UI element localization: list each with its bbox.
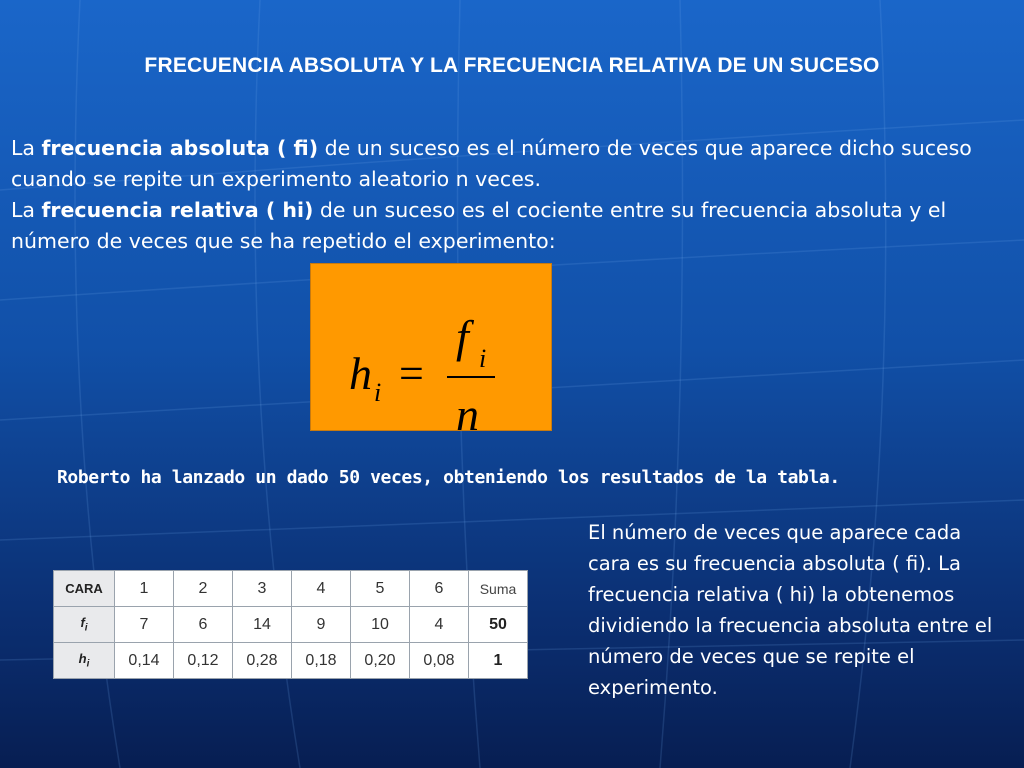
hi-label-sub: i [86,658,90,670]
formula-box [310,263,552,431]
table-cell: 1 [115,571,174,607]
intro-p2-post: de un suceso es el cociente entre su frecuencia absoluta y el número de veces que se ha repetido el experimento: [11,198,947,253]
fi-label-sub: i [84,622,88,634]
formula-denominator: n [456,389,479,432]
formula-lhs-sub: i [374,378,382,407]
formula-numerator-sub: i [479,344,487,373]
table-header-hi [54,643,115,679]
table-cell: 0,18 [292,643,351,679]
table-cell: 4 [292,571,351,607]
page-title: FRECUENCIA ABSOLUTA Y LA FRECUENCIA RELATIVA DE UN SUCESO [144,54,880,77]
intro-p2-pre: La [11,198,42,222]
table-cell: 7 [115,607,174,643]
table-cell: 10 [351,607,410,643]
table-cell: 6 [410,571,469,607]
table-sum-hi: 1 [469,643,528,679]
table-row-cara [54,571,528,607]
table-sum-fi: 50 [469,607,528,643]
term-frecuencia-absoluta: frecuencia absoluta ( fi) [41,136,319,160]
table-cell: 3 [233,571,292,607]
intro-p1-pre: La [11,136,42,160]
table-header-fi [54,607,115,643]
table-cell: 0,28 [233,643,292,679]
table-cell: 9 [292,607,351,643]
table-header-cara: CARA [54,571,115,607]
formula-lhs: h [349,348,372,399]
frequency-table [53,570,528,679]
formula-numerator: f [456,311,469,362]
table-cell: 4 [410,607,469,643]
table-cell: 0,14 [115,643,174,679]
intro-p1-post: de un suceso es el número de veces que aparece dicho suceso cuando se repite un experimento aleatorio n veces. [11,136,972,191]
table-cell: 5 [351,571,410,607]
hi-label: h [78,651,87,667]
table-cell: 2 [174,571,233,607]
term-frecuencia-relativa: frecuencia relativa ( hi) [41,198,314,222]
formula [311,264,553,432]
example-statement: Roberto ha lanzado un dado 50 veces, obteniendo los resultados de la tabla. [57,467,840,488]
table-cell: 0,12 [174,643,233,679]
explanation-paragraph: El número de veces que aparece cada cara es su frecuencia absoluta ( fi). La frecuencia relativa ( hi) la obtenemos dividiendo la frecuencia absoluta entre el número de veces que se repite el experimento. [588,521,993,699]
table-cell: 6 [174,607,233,643]
table-row-fi [54,607,528,643]
fi-label: f [80,615,85,631]
intro-paragraph [11,133,1011,257]
table-cell: 0,08 [410,643,469,679]
table-cell: 0,20 [351,643,410,679]
table-cell: 14 [233,607,292,643]
formula-equals: = [399,349,424,398]
table-row-hi [54,643,528,679]
table-sum-header: Suma [469,571,528,607]
